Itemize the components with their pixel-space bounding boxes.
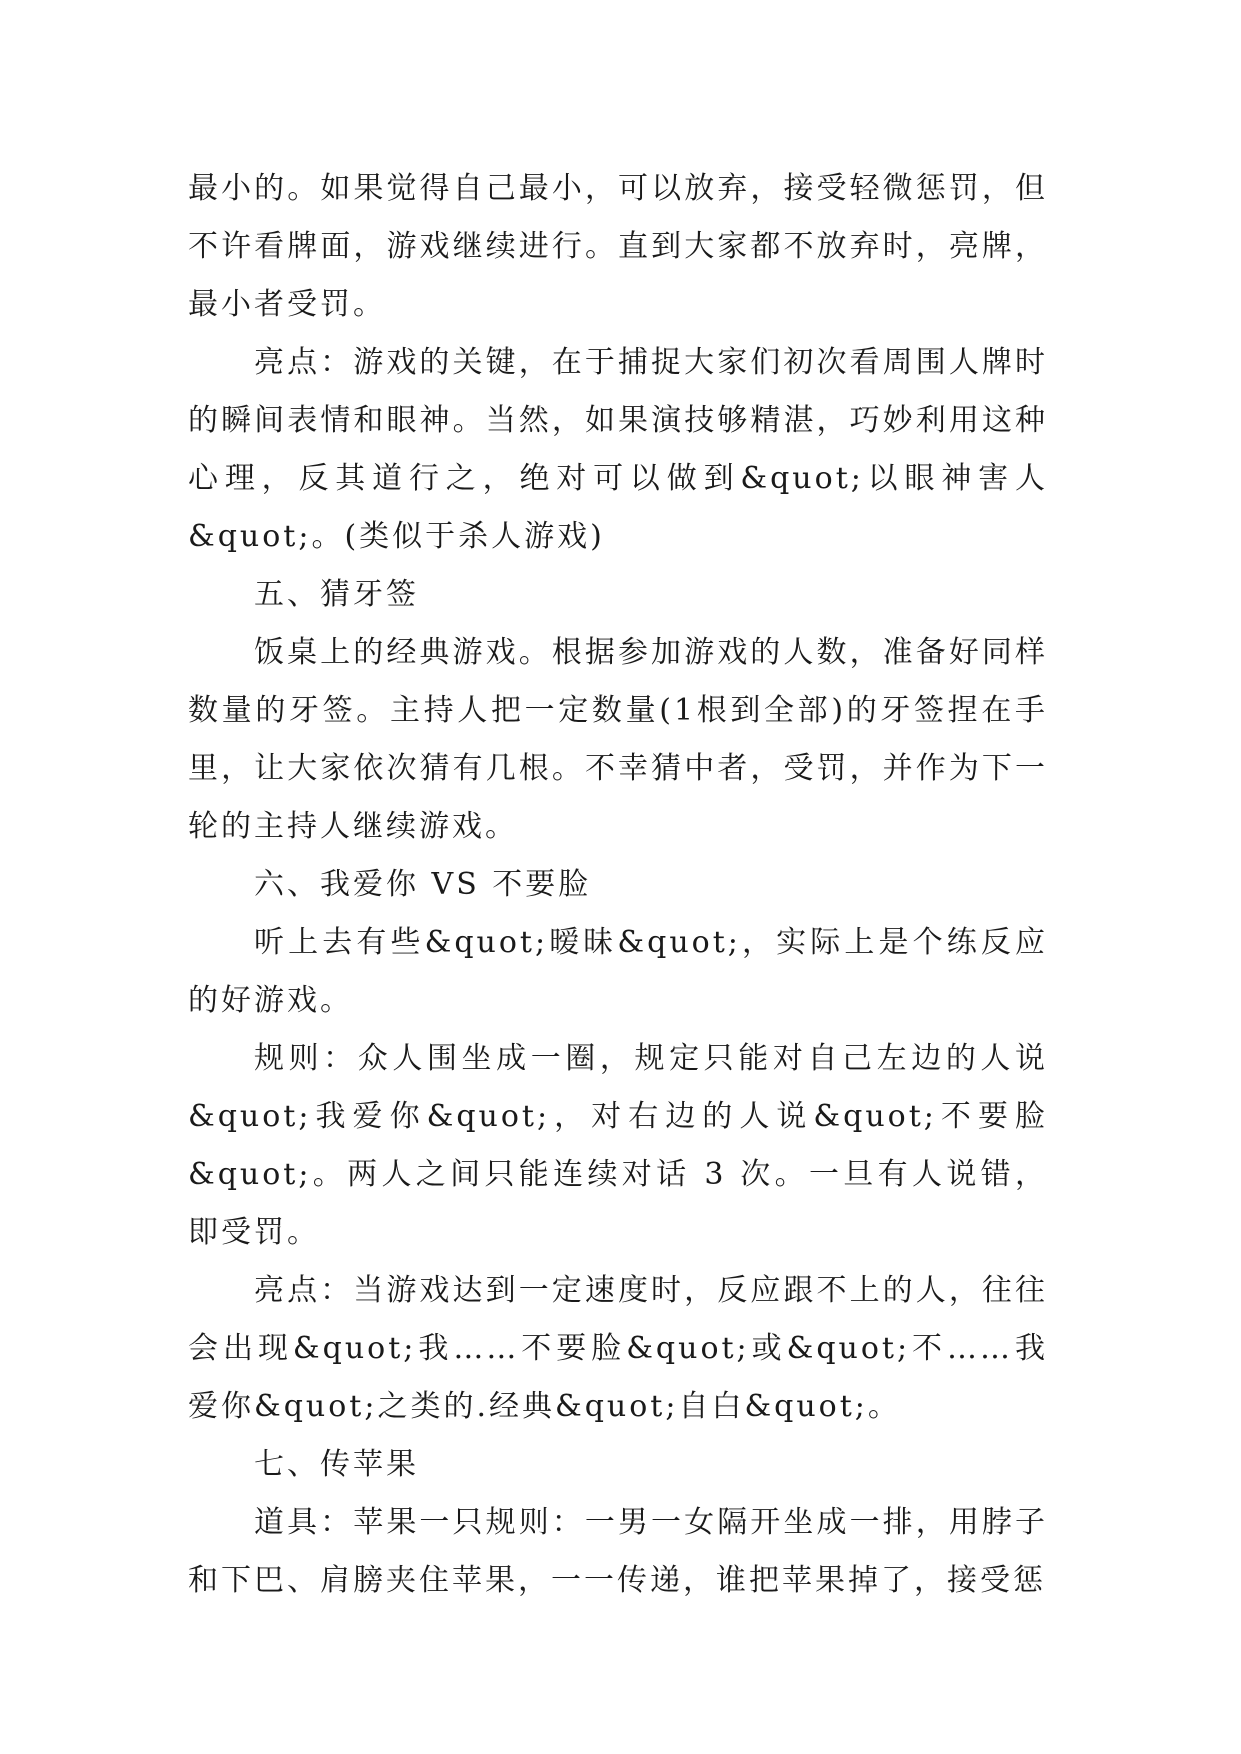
document-body xyxy=(188,160,1048,1610)
paragraph-pass-apple-rules: 道具：苹果一只规则：一男一女隔开坐成一排，用脖子和下巴、肩膀夹住苹果，一一传递，谁把苹果掉了，接受惩 xyxy=(188,1505,1048,1598)
paragraph-toothpick-rules: 饭桌上的经典游戏。根据参加游戏的人数，准备好同样数量的牙签。主持人把一定数量(1根到全部)的牙签捏在手里，让大家依次猜有几根。不幸猜中者，受罚，并作为下一轮的主持人继续游戏。 xyxy=(188,635,1048,844)
section-heading-guess-toothpicks: 五、猜牙签 xyxy=(254,577,419,612)
paragraph-i-love-you-intro: 听上去有些&quot;暧昧&quot;，实际上是个练反应的好游戏。 xyxy=(188,925,1048,1018)
paragraph-i-love-you-highlight: 亮点：当游戏达到一定速度时，反应跟不上的人，往往会出现&quot;我……不要脸&quot;或&quot;不……我爱你&quot;之类的.经典&quot;自白&quot;。 xyxy=(188,1273,1048,1424)
paragraph-i-love-you-rules: 规则：众人围坐成一圈，规定只能对自己左边的人说&quot;我爱你&quot;，对右边的人说&quot;不要脸&quot;。两人之间只能连续对话 3 次。一旦有人说错，即受罚。 xyxy=(188,1041,1048,1250)
paragraph-highlight-expressions: 亮点：游戏的关键，在于捕捉大家们初次看周围人牌时的瞬间表情和眼神。当然，如果演技够精湛，巧妙利用这种心理，反其道行之，绝对可以做到&quot;以眼神害人&quot;。(类似于杀人游戏) xyxy=(188,345,1048,554)
section-heading-pass-apple: 七、传苹果 xyxy=(254,1447,419,1482)
section-heading-i-love-you: 六、我爱你 VS 不要脸 xyxy=(254,867,592,902)
paragraph-penalty-rule: 最小的。如果觉得自己最小，可以放弃，接受轻微惩罚，但不许看牌面，游戏继续进行。直到大家都不放弃时，亮牌，最小者受罚。 xyxy=(188,171,1048,322)
